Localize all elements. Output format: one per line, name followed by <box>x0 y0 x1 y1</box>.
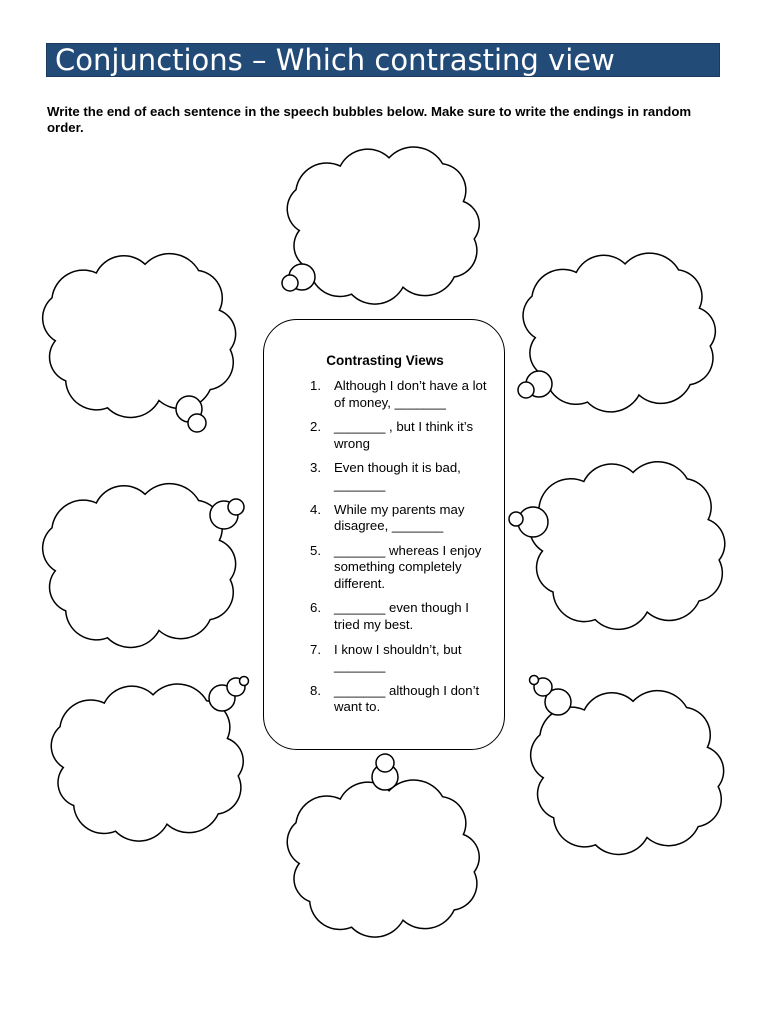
list-item <box>264 600 506 633</box>
item-number: 8. <box>310 682 321 698</box>
item-number: 2. <box>310 419 321 435</box>
cloud-outline <box>43 254 236 418</box>
bubble-right-2 <box>509 462 725 630</box>
contrasting-views-box <box>263 319 505 750</box>
thought-tail-circle <box>228 499 244 515</box>
item-number: 1. <box>310 378 321 393</box>
item-text: Even though it is bad, _______ <box>334 460 461 492</box>
list-item <box>264 543 506 593</box>
item-text: I know I shouldn’t, but _______ <box>334 641 462 674</box>
bubble-top <box>282 147 479 304</box>
bubble-left-2 <box>43 484 244 648</box>
item-text: While my parents may disagree, _______ <box>334 501 465 534</box>
list-item <box>264 419 506 452</box>
thought-tail-circle <box>509 512 523 526</box>
list-item <box>264 378 506 411</box>
contrasting-views-list <box>264 378 506 724</box>
bubble-left-3 <box>51 677 248 842</box>
list-item <box>264 683 506 716</box>
worksheet-title: Conjunctions – Which contrasting view <box>46 43 720 77</box>
item-text: Although I don’t have a lot of money, _______ <box>334 378 487 410</box>
item-text: _______ although I don’t want to. <box>334 682 480 715</box>
item-text: _______ even though I tried my best. <box>334 600 469 632</box>
thought-tail-circle <box>518 382 534 398</box>
cloud-outline <box>287 780 479 937</box>
instructions-text: Write the end of each sentence in the speech bubbles below. Make sure to write the endings in random order. <box>47 104 692 135</box>
item-number: 7. <box>310 641 321 657</box>
item-number: 5. <box>310 542 321 558</box>
cloud-outline <box>287 147 479 304</box>
thought-tail-circle <box>188 414 206 432</box>
bubble-left-1 <box>43 254 236 432</box>
thought-tail-circle <box>282 275 298 291</box>
thought-tail-circle <box>376 754 394 772</box>
cloud-outline <box>530 462 725 630</box>
cloud-outline <box>43 484 236 648</box>
list-item <box>264 502 506 535</box>
item-text: _______ , but I think it’s wrong <box>334 419 474 451</box>
box-title: Contrasting Views <box>326 353 444 368</box>
item-text: _______ whereas I enjoy something completely different. <box>334 542 482 591</box>
item-number: 3. <box>310 460 321 476</box>
item-number: 6. <box>310 600 321 616</box>
thought-tail-circle <box>240 677 249 686</box>
bubble-right-1 <box>518 253 715 412</box>
list-item <box>264 460 506 493</box>
bubble-bottom <box>287 754 479 937</box>
item-number: 4. <box>310 501 321 517</box>
bubble-right-3 <box>530 676 724 855</box>
thought-tail-circle <box>530 676 539 685</box>
list-item <box>264 642 506 675</box>
